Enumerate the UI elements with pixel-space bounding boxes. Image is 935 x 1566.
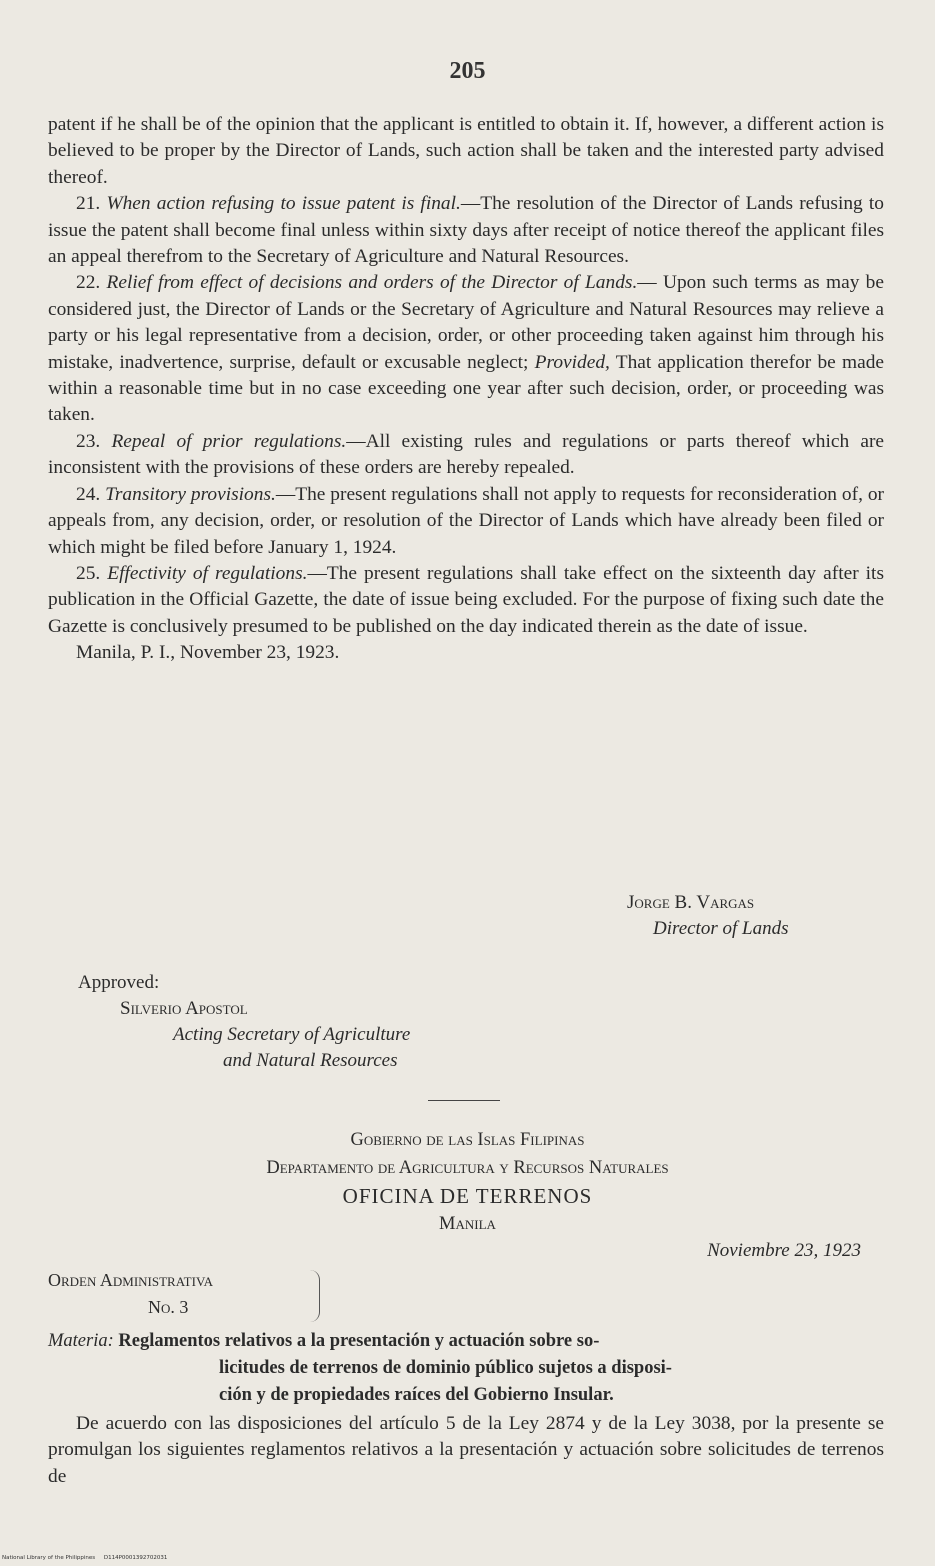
section-24 — [48, 482, 884, 561]
materia-line1: Reglamentos relativos a la presentación y actuación sobre so- — [118, 1331, 600, 1351]
section-text-cont: That application therefor be made within a reasonable time but in no case exceeding one year after such decision, order, or proceeding was taken. — [48, 351, 884, 426]
section-title: Repeal of prior regulations. — [111, 430, 347, 452]
order-label — [48, 1267, 213, 1321]
spanish-body: De acuerdo con las disposiciones del artículo 5 de la Ley 2874 y de la Ley 3038, por la presente se promulgan los siguientes reglamentos relativos a la presentación y actuación sobre solicitudes de terrenos de — [48, 1413, 884, 1487]
section-number: 24. — [76, 483, 101, 505]
section-text: —The present regulations shall take effect on the sixteenth day after its publication in the Official Gazette, the date of issue being excluded. For the purpose of fixing such date the Gazette is conclusively presumed to be published on the day indicated therein as the date of issue. — [48, 562, 884, 637]
regulations-body — [48, 112, 884, 667]
section-number: 23. — [76, 430, 101, 452]
section-text: —All existing rules and regulations or parts thereof which are inconsistent with the provisions of these orders are hereby repealed. — [48, 430, 885, 479]
materia-line3: ción y de propiedades raíces del Gobierno Insular. — [219, 1385, 614, 1405]
heading-government: Gobierno de las Islas Filipinas — [350, 1130, 585, 1150]
spanish-heading — [0, 1126, 935, 1238]
order-title: Orden Administrativa — [48, 1270, 214, 1290]
heading-department: Departamento de Agricultura y Recursos Naturales — [266, 1158, 669, 1178]
section-22 — [48, 270, 884, 428]
heading-city: Manila — [439, 1214, 496, 1234]
paragraph-continuation: patent if he shall be of the opinion that the applicant is entitled to obtain it. If, however, a different action is believed to be proper by the Director of Lands, such action shall be taken and the interested party advised thereof. — [48, 114, 884, 188]
materia-block — [48, 1328, 884, 1409]
section-title: Effectivity of regulations. — [107, 562, 308, 584]
materia-line2: licitudes de terrenos de dominio público sujetos a disposi- — [219, 1358, 672, 1378]
section-25 — [48, 561, 884, 640]
section-title: Relief from effect of decisions and orders of the Director of Lands. — [106, 272, 638, 294]
brace-mark — [309, 1270, 320, 1322]
section-title: When action refusing to issue patent is final. — [106, 193, 461, 215]
section-text: —The resolution of the Director of Lands refusing to issue the patent shall become final unless within sixty days after receipt of notice thereof the applicant files an appeal therefrom to the Secretary of Agriculture and Natural Resources. — [48, 193, 884, 268]
section-number: 25. — [76, 562, 101, 584]
section-text: —The present regulations shall not apply to requests for reconsideration of, or appeals from, any decision, order, or resolution of the Director of Lands which have already been filed or which might be filed before January 1, 1924. — [48, 483, 884, 558]
spanish-date: Noviembre 23, 1923 — [707, 1240, 861, 1261]
signatory-name: Jorge B. Vargas — [627, 892, 755, 913]
section-number: 22. — [76, 272, 101, 294]
section-divider — [428, 1100, 500, 1101]
section-number: 21. — [76, 193, 101, 215]
section-title: Transitory provisions. — [105, 483, 276, 505]
section-21 — [48, 191, 884, 270]
footer-credit: National Library of the Philippines D114P0001392702031 — [2, 1555, 168, 1561]
signature-block — [627, 890, 788, 942]
approval-block — [78, 970, 410, 1074]
approver-title-line2: and Natural Resources — [223, 1050, 398, 1071]
approver-name: Silverio Apostol — [120, 998, 248, 1019]
order-number: No. 3 — [148, 1297, 189, 1317]
place-date: Manila, P. I., November 23, 1923. — [76, 642, 340, 664]
page-number: 205 — [449, 58, 486, 84]
materia-label: Materia: — [48, 1331, 114, 1351]
section-23 — [48, 429, 884, 482]
signatory-title: Director of Lands — [653, 918, 789, 939]
provided-word: Provided, — [534, 351, 610, 373]
section-text: — Upon such terms as may be considered just, the Director of Lands or the Secretary of Agriculture and Natural Resources may relieve a party or his legal representative from a decision, order, or other proceeding taken against him through his mistake, inadvertence, surprise, default or excusable neglect; — [48, 272, 884, 373]
approver-title-line1: Acting Secretary of Agriculture — [173, 1024, 411, 1045]
approved-label: Approved: — [78, 972, 160, 993]
heading-office: OFICINA DE TERRENOS — [342, 1184, 593, 1208]
